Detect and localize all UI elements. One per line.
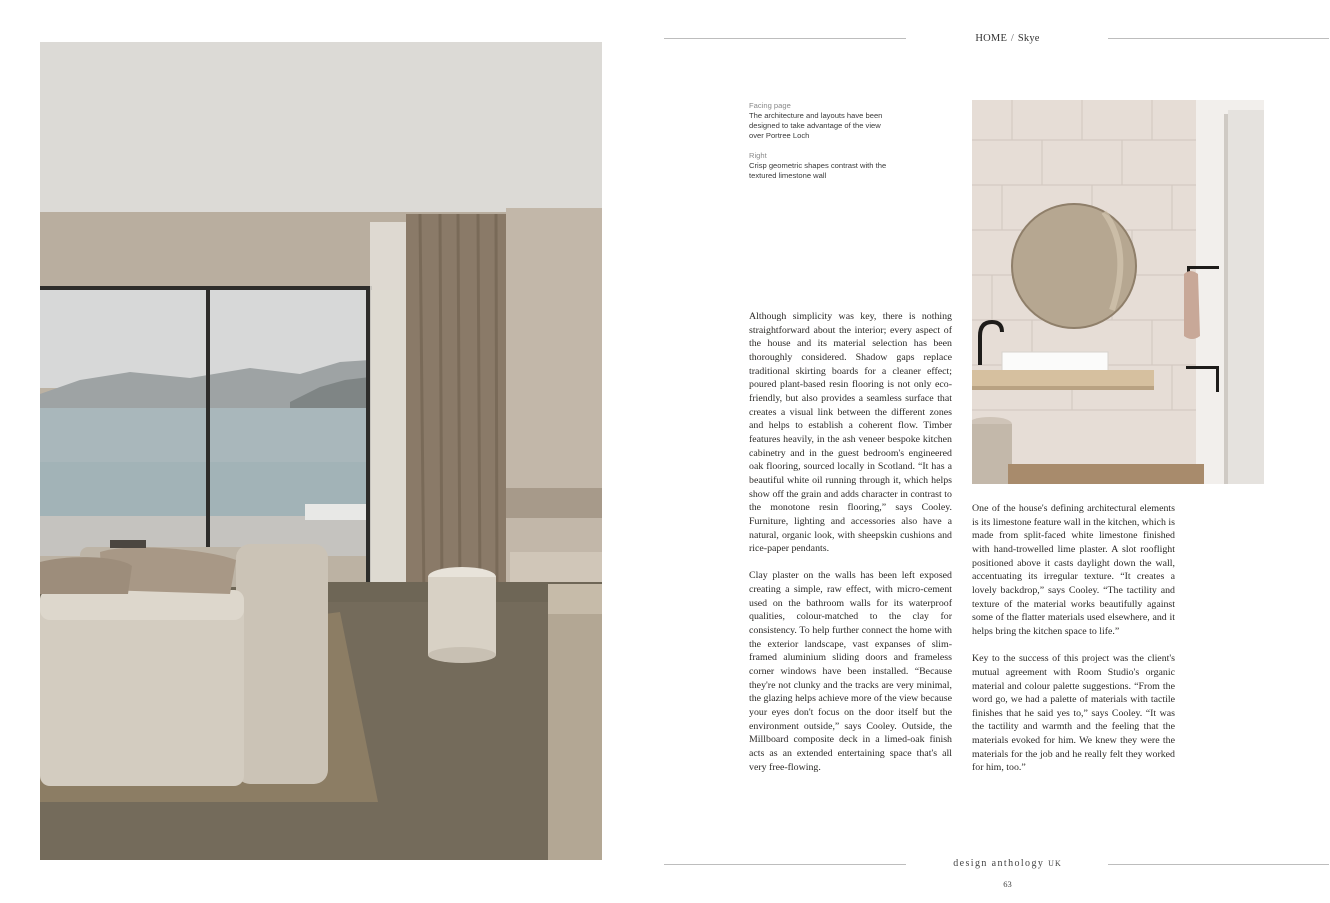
section-separator: / — [1010, 33, 1015, 44]
section-location: Skye — [1017, 33, 1040, 44]
running-head — [920, 33, 1095, 44]
living-room-illustration — [40, 42, 602, 860]
caption-text: Crisp geometric shapes contrast with the textured limestone wall — [749, 161, 887, 180]
body-paragraph: Although simplicity was key, there is nothing straightforward about the interior; every aspect of the house and its material selection has been thoroughly considered. Shadow gaps replace traditional skirting boards for a cleaner effect; poured plant-based resin flooring is not only eco-friendly, but also provides a seamless surface that creates a visual link between the different zones and helps to establish a coherent flow. Timber features heavily, in the ash veneer bespoke kitchen cabinetry and in the guest bedroom's engineered oak flooring, sourced locally in Scotland. “It has a beautiful white oil running through it, which helps show off the grain and adds character in contrast to the monotone resin flooring,” says Cooley. Furniture, lighting and accessories also have a natural, organic look, with sheepskin cushions and rice-paper pendants. — [749, 311, 952, 555]
body-paragraph: Key to the success of this project was the client's mutual agreement with Room Studio's organic material and colour palette suggestions. “From the word go, we had a palette of materials with tactile finishes that he said yes to,” says Cooley. “It was the tactility and warmth and the feeling that the materials evoked for him. We knew they were the materials for the job and he really felt they worked for him, too.” — [972, 653, 1175, 774]
footer-rule-left — [664, 864, 906, 865]
body-column-1 — [749, 310, 952, 788]
caption-facing-page — [749, 101, 889, 141]
masthead — [920, 858, 1095, 869]
page-number: 63 — [1003, 879, 1012, 889]
caption-text: The architecture and layouts have been designed to take advantage of the view over Portree Loch — [749, 111, 883, 140]
header-rule-right — [1108, 38, 1329, 39]
body-paragraph: Clay plaster on the walls has been left exposed creating a simple, raw effect, with micro-cement used on the bathroom walls for its waterproof qualities, colour-matched to the clay for consistency. To help further connect the home with the exterior landscape, vast expanses of slim-framed aluminium sliding doors and frameless corner windows have been installed. “Because they're not clunky and the tracks are very minimal, the glazing helps achieve more of the view because your eyes don't focus on the door itself but the environment outside,” says Cooley. Outside, the Millboard composite deck in a limed-oak finish acts as an extended entertaining space that's all very free-flowing. — [749, 570, 952, 773]
body-column-2 — [972, 502, 1175, 789]
header-rule-left — [664, 38, 906, 39]
living-room-photo — [40, 42, 602, 860]
bathroom-illustration — [972, 100, 1264, 484]
footer-rule-right — [1108, 864, 1329, 865]
body-paragraph: One of the house's defining architectural elements is its limestone feature wall in the kitchen, which is made from split-faced white limestone finished with hand-trowelled lime plaster. A slot rooflight positioned above it casts daylight down the wall, accentuating its irregular texture. “It creates a lovely backdrop,” says Cooley. “The tactility and texture of the material works beautifully against some of the flatter materials used elsewhere, and it helps bring the kitchen space to life.” — [972, 503, 1175, 637]
caption-label: Right — [749, 151, 767, 160]
caption-label: Facing page — [749, 101, 791, 110]
section-name: HOME — [975, 33, 1008, 44]
magazine-name: design anthology — [953, 858, 1045, 869]
magazine-edition: UK — [1048, 859, 1062, 868]
bathroom-photo — [972, 100, 1264, 484]
caption-right — [749, 151, 889, 181]
